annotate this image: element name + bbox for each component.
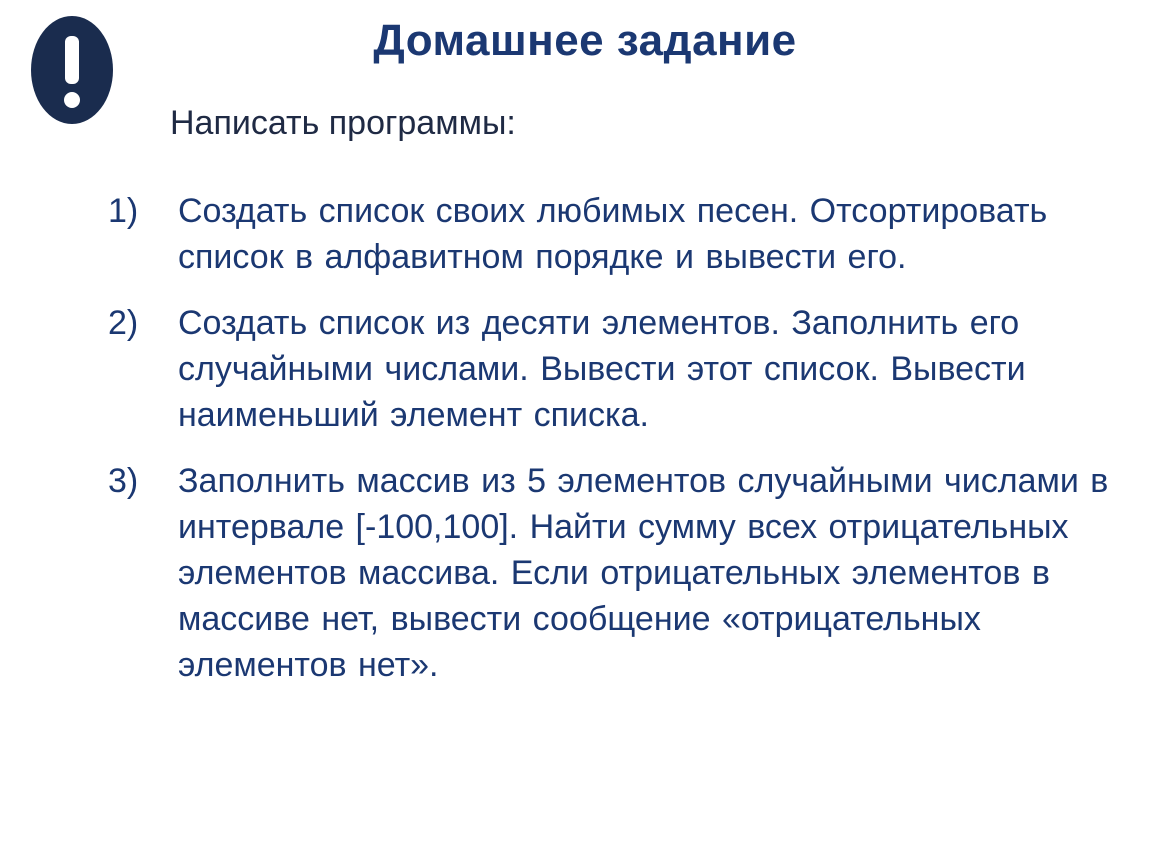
task-text: Заполнить массив из 5 элементов случайными числами в интервале [-100,100]. Найти сумму всех отрицательных элементов массива. Если отрицательных элементов в массиве нет, вывести сообщение «отрицательных элементов нет». bbox=[178, 462, 1109, 684]
task-list bbox=[108, 188, 1138, 708]
list-item bbox=[108, 188, 1138, 280]
intro-text: Написать программы: bbox=[170, 104, 516, 142]
list-item bbox=[108, 300, 1138, 438]
task-number: 2) bbox=[108, 304, 139, 342]
task-number: 1) bbox=[108, 192, 139, 230]
list-item bbox=[108, 458, 1138, 688]
task-text: Создать список из десяти элементов. Заполнить его случайными числами. Вывести этот список. Вывести наименьший элемент списка. bbox=[178, 304, 1026, 434]
task-number: 3) bbox=[108, 462, 139, 500]
task-text: Создать список своих любимых песен. Отсортировать список в алфавитном порядке и вывести его. bbox=[178, 192, 1048, 276]
page-title: Домашнее задание bbox=[373, 16, 797, 65]
